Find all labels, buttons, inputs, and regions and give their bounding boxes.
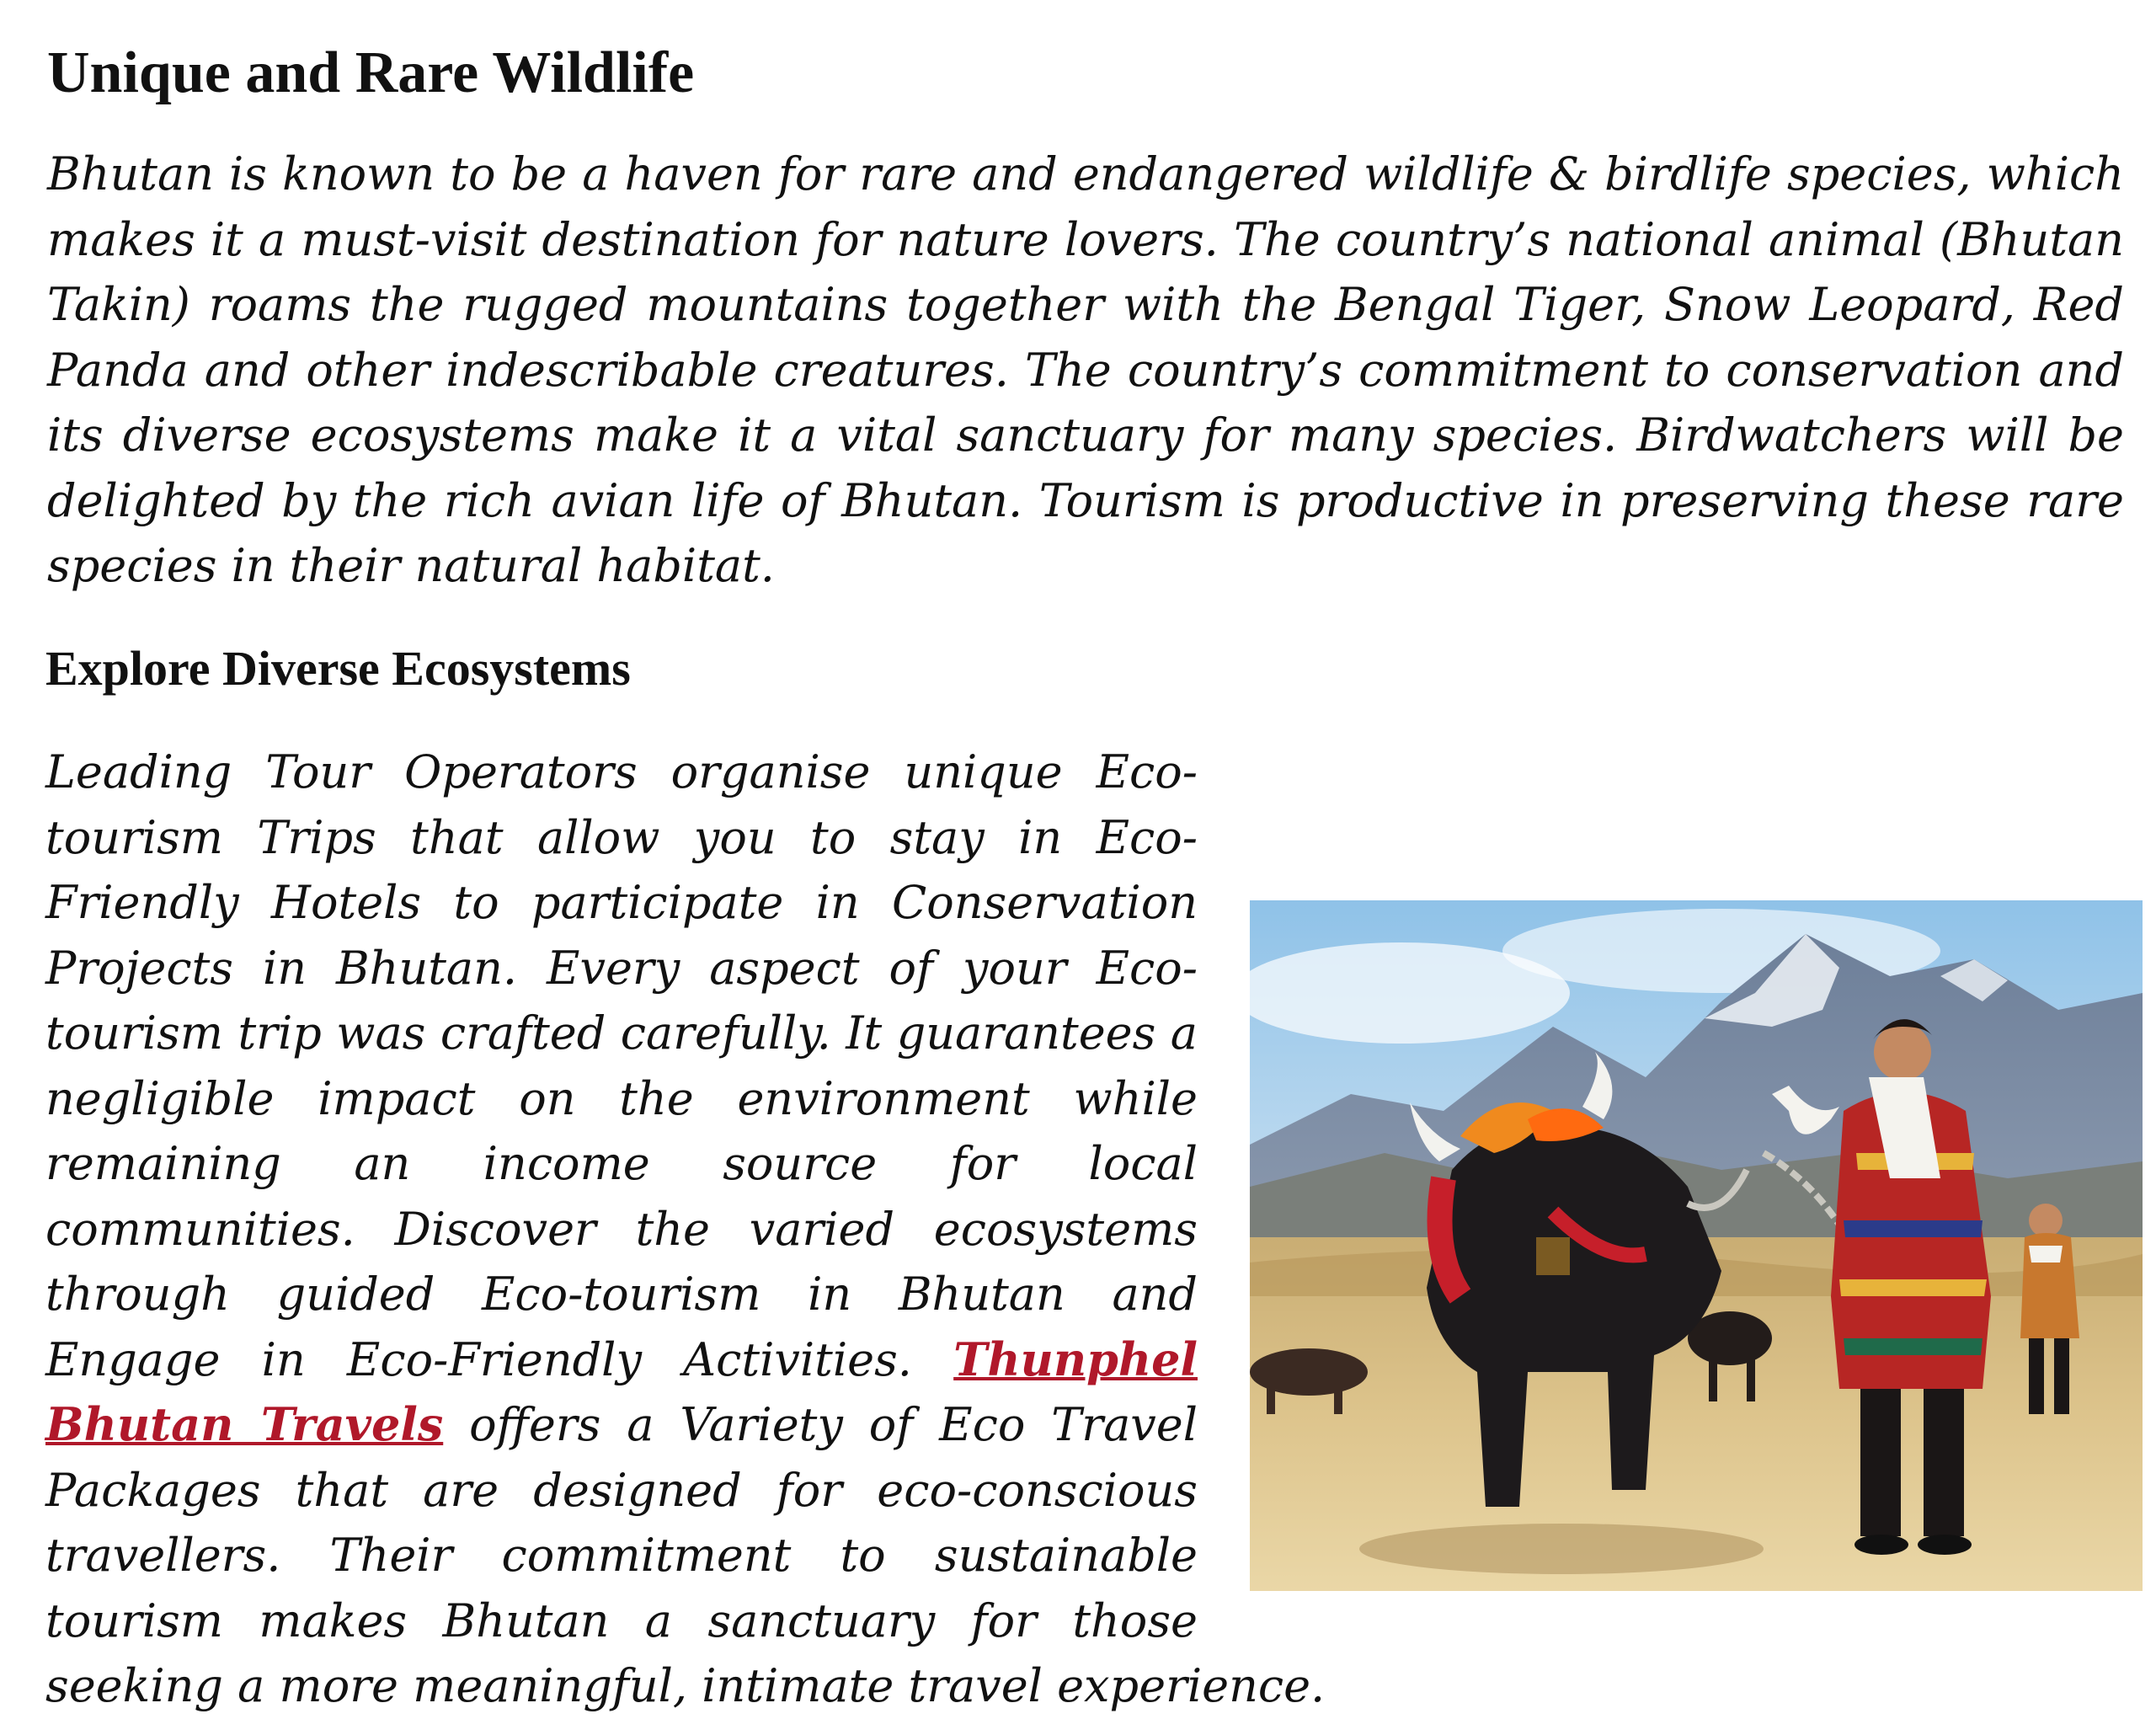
heading-explore-ecosystems: Explore Diverse Ecosystems (45, 641, 631, 696)
thunphel-bhutan-travels-link[interactable]: Thunphel Bhutan Travels (45, 1332, 1198, 1451)
heading-unique-rare-wildlife: Unique and Rare Wildlife (47, 40, 695, 105)
ecosystems-text-after-link: offers a Variety of Eco Travel Packages that are designed for eco-conscious travellers. Their commitment to sustainable tourism makes Bhutan a sanctuary for those seeking a more meaningful, intimate travel experience. (45, 1398, 1326, 1712)
paragraph-wildlife: Bhutan is known to be a haven for rare and endangered wildlife & birdlife species, which makes it a must-visit destination for nature lovers. The country’s national animal (Bhutan Takin) roams the rugged mountains together with the Bengal Tiger, Snow Leopard, Red Panda and other indescribable creatures. The country’s commitment to conservation and its diverse ecosystems make it a vital sanctuary for many species. Birdwatchers will be delighted by the rich avian life of Bhutan. Tourism is productive in preserving these rare species in their natural habitat. (47, 147, 2124, 592)
paragraph-ecosystems (45, 739, 2143, 1719)
ecosystems-text-before-link: Leading Tour Operators organise unique Eco-tourism Trips that allow you to stay in Eco-Friendly Hotels to participate in Conservation Projects in Bhutan. Every aspect of your Eco-tourism trip was crafted carefully. It guarantees a negligible impact on the environment while remaining an income source for local communities. Discover the varied ecosystems through guided Eco-tourism in Bhutan and Engage in Eco-Friendly Activities. (45, 745, 1198, 1386)
yak-herder-photo (1250, 900, 2143, 1591)
